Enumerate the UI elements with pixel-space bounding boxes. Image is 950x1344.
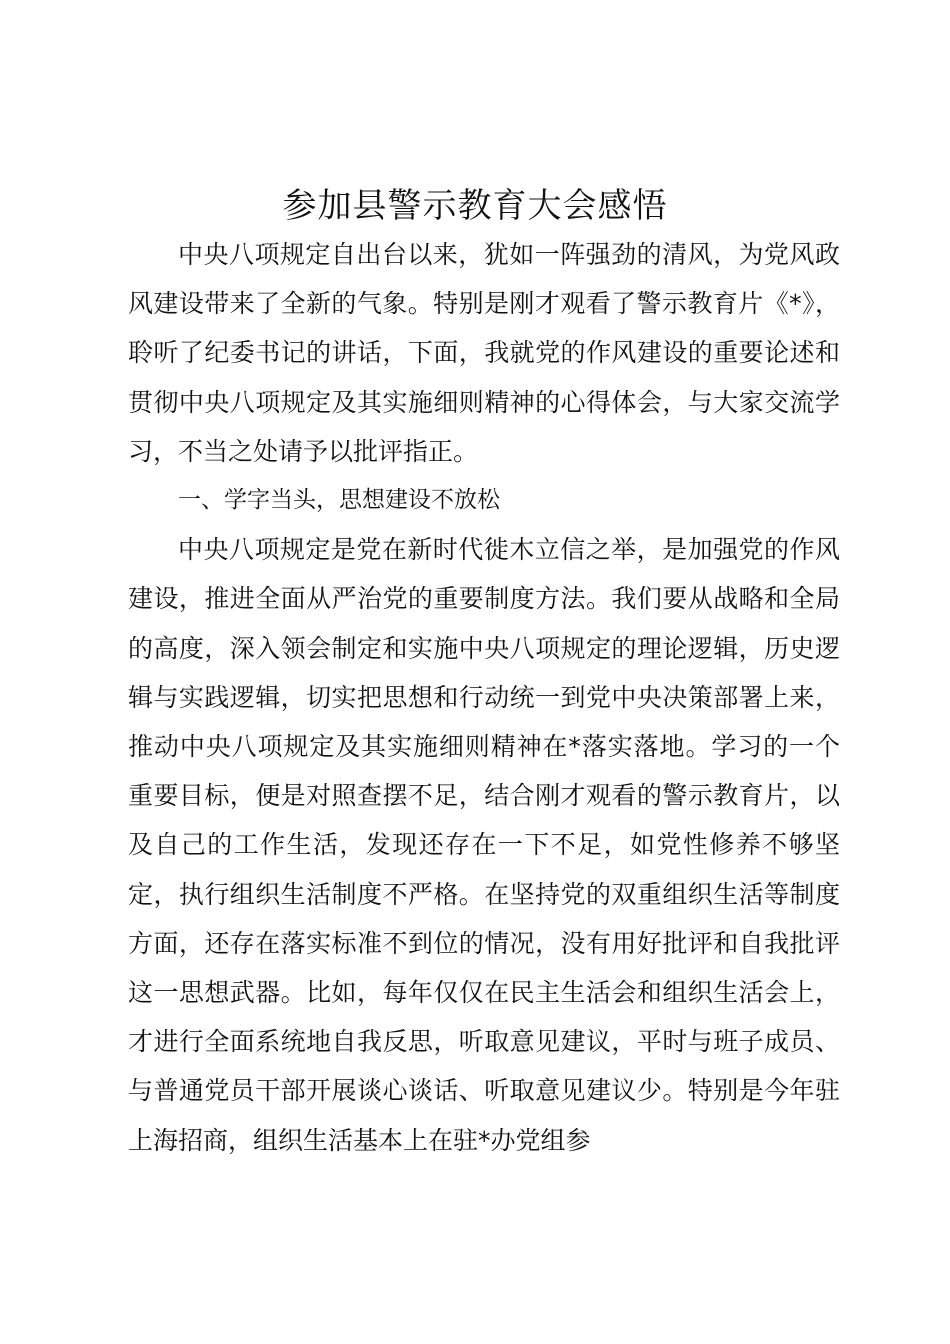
document-body: [128, 230, 840, 1165]
document-title: 参加县警示教育大会感悟: [282, 186, 668, 226]
intro-paragraph: 中央八项规定自出台以来，犹如一阵强劲的清风，为党风政风建设带来了全新的气象。特别是刚才观看了警示教育片《*》，聆听了纪委书记的讲话，下面，我就党的作风建设的重要论述和贯彻中央八项规定及其实施细则精神的心得体会，与大家交流学习，不当之处请予以批评指正。: [128, 240, 840, 466]
section-paragraph: 中央八项规定是党在新时代徙木立信之举，是加强党的作风建设，推进全面从严治党的重要制度方法。我们要从战略和全局的高度，深入领会制定和实施中央八项规定的理论逻辑，历史逻辑与实践逻辑，切实把思想和行动统一到党中央决策部署上来，推动中央八项规定及其实施细则精神在*落实落地。学习的一个重要目标，便是对照查摆不足，结合刚才观看的警示教育片，以及自己的工作生活，发现还存在一下不足，如党性修养不够坚定，执行组织生活制度不严格。在坚持党的双重组织生活等制度方面，还存在落实标准不到位的情况，没有用好批评和自我批评这一思想武器。比如，每年仅仅在民主生活会和组织生活会上，才进行全面系统地自我反思，听取意见建议，平时与班子成员、与普通党员干部开展谈心谈话、听取意见建议少。特别是今年驻上海招商，组织生活基本上在驻*办党组参: [128, 535, 840, 1155]
section-heading: 一、学字当头，思想建设不放松: [178, 487, 500, 514]
